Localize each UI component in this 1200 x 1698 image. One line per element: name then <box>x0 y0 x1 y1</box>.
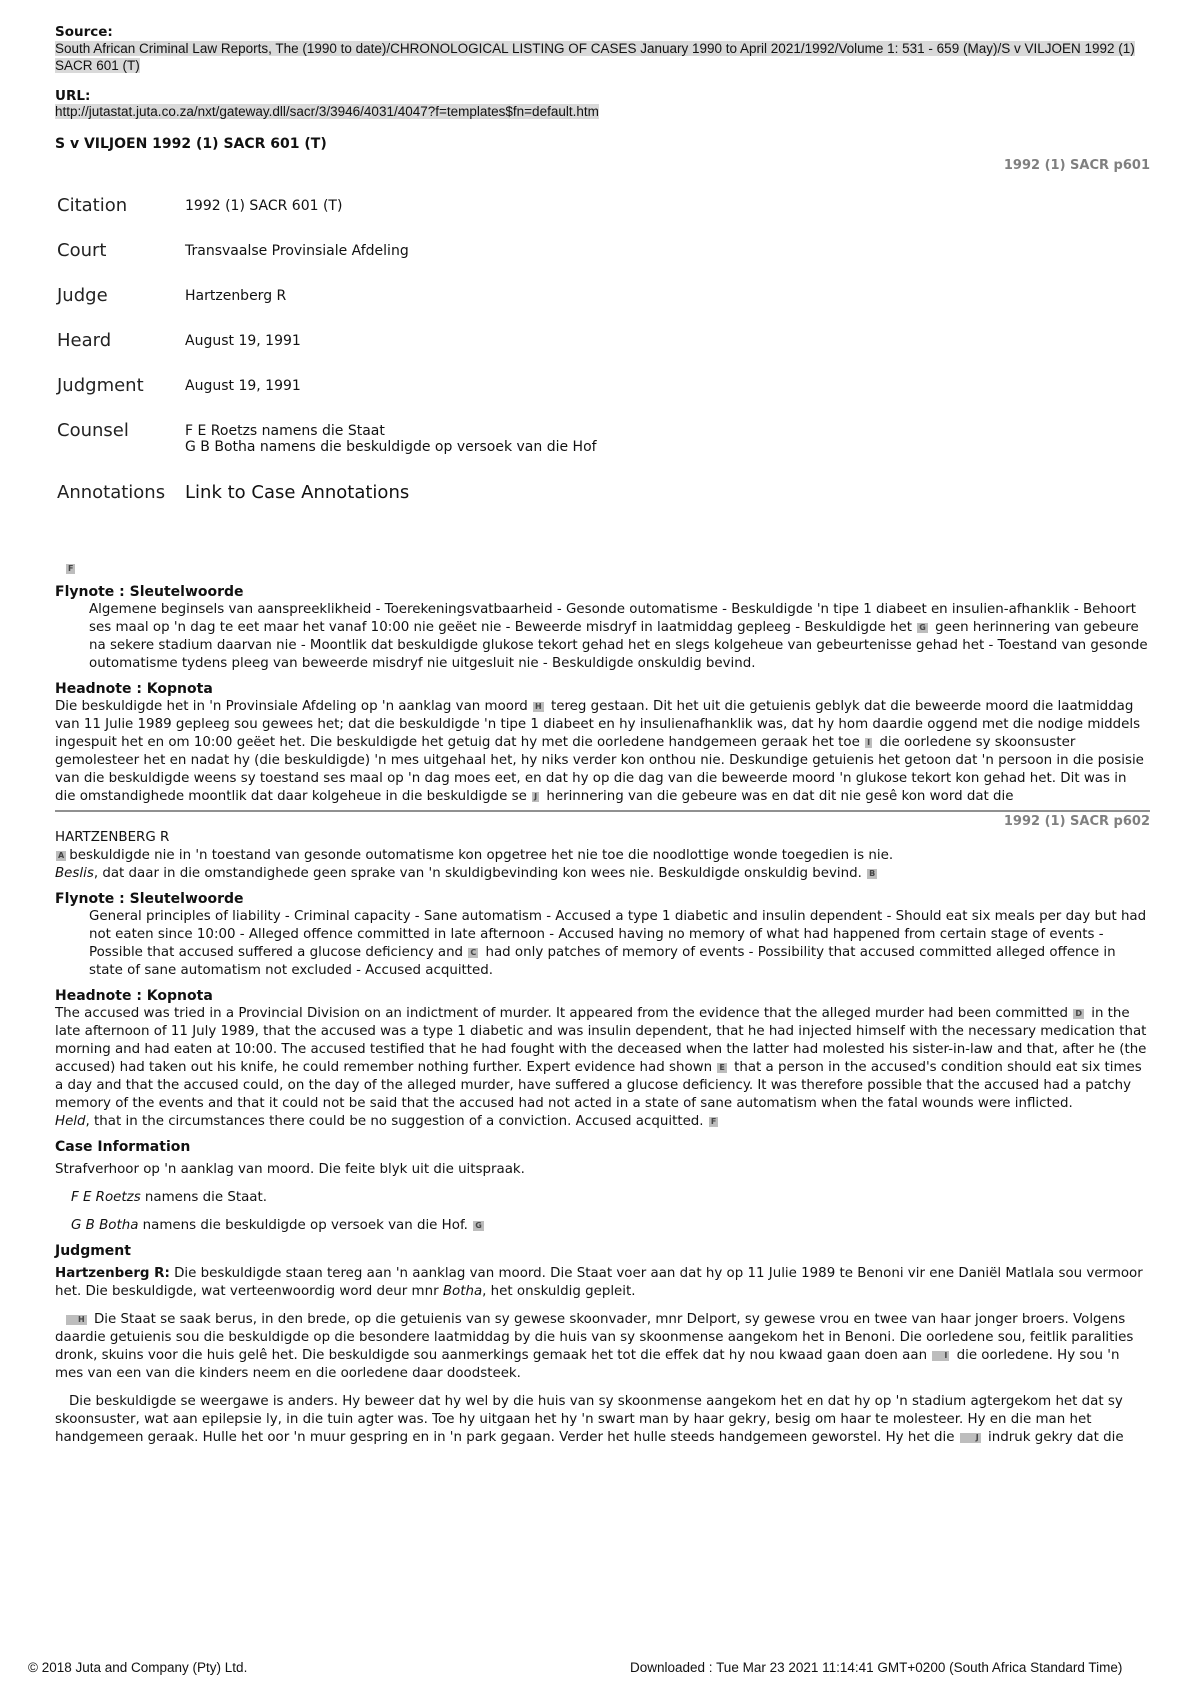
margin-marker: H <box>534 702 542 711</box>
meta-value: Transvaalse Provinsiale Afdeling <box>185 243 409 259</box>
meta-value: 1992 (1) SACR 601 (T) <box>185 198 343 214</box>
meta-value: August 19, 1991 <box>185 333 301 349</box>
margin-marker: B <box>869 869 876 878</box>
flynote-eng: General principles of liability - Criminal capacity - Sane automatism - Accused a type 1 diabetic and insulin dependent - Should eat six meals per day but had not eaten since 10:00 - Alleged offence committed in late afternoon - Accused having no memory of what had happened from certain stage of events - Possible that accused suffered a glucose deficiency and C had only patches of memory of events - Possibility that accused committed alleged offence in state of sane automatism not excluded - Accused acquitted. <box>89 909 1147 978</box>
margin-marker: J <box>960 1433 981 1443</box>
judgment-heading: Judgment <box>55 1243 131 1259</box>
page-ref-602: 1992 (1) SACR p602 <box>1003 814 1150 829</box>
headnote-heading-eng: Headnote : Kopnota <box>55 988 213 1004</box>
footer-downloaded: Downloaded : Tue Mar 23 2021 11:14:41 GMT+0200 (South Africa Standard Time) <box>630 1660 1123 1675</box>
counsel-state: F E Roetzs namens die Staat <box>185 423 385 439</box>
judgment-para-1: Hartzenberg R: Die beskuldigde staan tereg aan 'n aanklag van moord. Die Staat voer aan dat hy op 11 Julie 1989 te Benoni vir ene Daniël Matlala sou vermoor het. Die beskuldigde, wat verteenwoordig word deur mnr Botha, het onskuldig gepleit. <box>55 1266 1143 1299</box>
page-ref-601: 1992 (1) SACR p601 <box>1003 158 1150 173</box>
margin-marker: I <box>867 738 871 747</box>
flynote-afr: Algemene beginsels van aanspreeklikheid - Toerekeningsvatbaarheid - Gesonde outomatisme - Beskuldigde 'n tipe 1 diabeet en insulien-afhanklik - Behoort ses maal op 'n dag te eet maar het vanaf 10:00 nie geëet nie - Beweerde misdryf in laatmiddag gepleeg - Beskuldigde het G geen herinnering van gebeure na sekere stadium daarvan nie - Moontlik dat beskuldigde glukose tekort gehad het en slegs kolgeheue van gebeurtenisse gehad het - Toestand van gesonde outomatisme tydens pleeg van beweerde misdryf nie uitgesluit nie - Beskuldigde onskuldig bevind. <box>89 602 1148 671</box>
meta-key: Heard <box>57 330 112 351</box>
meta-row-judgment <box>57 375 597 420</box>
margin-marker: F <box>68 564 74 573</box>
source-text: South African Criminal Law Reports, The (1990 to date)/CHRONOLOGICAL LISTING OF CASES January 1990 to April 2021/1992/Volume 1: 531 - 659 (May)/S v VILJOEN 1992 (1) SACR 601 (T) <box>55 41 1135 73</box>
meta-row-citation <box>57 195 597 240</box>
meta-row-annotations <box>57 482 597 527</box>
judgment-para-3: Die beskuldigde se weergawe is anders. Hy beweer dat hy wel by die huis van sy skoonmense aangekom het en dat hy op 'n stadium agtergekom het dat sy skoonsuster, wat aan epilepsie ly, in die tuin agter was. Toe hy uitgaan het hy 'n swart man by haar gekry, besig om haar te molesteer. Hy en die man het handgemeen geraak. Hulle het oor 'n muur gespring en in 'n park gegaan. Verder het hulle steeds handgemeen geworstel. Hy het die J indruk gekry dat die <box>55 1394 1124 1445</box>
margin-marker: E <box>719 1063 725 1072</box>
meta-row-heard <box>57 330 597 375</box>
meta-key: Citation <box>57 195 128 216</box>
url-text: http://jutastat.juta.co.za/nxt/gateway.dll/sacr/3/3946/4031/4047?f=templates$fn=default.htm <box>55 104 599 119</box>
annotations-link[interactable]: Link to Case Annotations <box>185 482 410 503</box>
meta-key: Annotations <box>57 482 166 503</box>
margin-marker: A <box>58 851 65 860</box>
meta-key: Judgment <box>57 375 144 396</box>
meta-row-counsel <box>57 420 597 482</box>
headnote-afr: Die beskuldigde het in 'n Provinsiale Afdeling op 'n aanklag van moord H tereg gestaan. Dit het uit die getuienis geblyk dat die beweerde moord die laatmiddag van 11 Julie 1989 gepleeg sou gewees het; dat die beskuldigde 'n tipe 1 diabeet en hy insulienafhanklik was, dat hy hom daardie oggend met die nodige middels ingespuit het en om 10:00 geëet het. Die beskuldigde het getuig dat hy met die oorledene handgemeen geraak het toe I die oorledene sy skoonsuster gemolesteer het en nadat hy (die beskuldigde) 'n mes uitgehaal het, hy niks verder kon onthou nie. Deskundige getuienis het getoon dat 'n persoon in die posisie van die beskuldigde weens sy toestand ses maal op 'n dag moes eet, en dat hy op die dag van die beweerde moord 'n glukose tekort kon gehad het. Dit was in die omstandighede moontlik dat daar kolgeheue in die beskuldigde se J herinnering van die gebeure was en dat dit nie gesê kon word dat die <box>55 699 1144 804</box>
headnote-heading-afr: Headnote : Kopnota <box>55 681 213 697</box>
meta-value <box>185 420 597 482</box>
running-head-judge: HARTZENBERG R <box>55 830 170 845</box>
meta-row-court <box>57 240 597 285</box>
margin-marker: C <box>470 948 477 957</box>
margin-marker: J <box>534 792 538 801</box>
margin-marker: H <box>66 1315 87 1325</box>
case-info-text: Strafverhoor op 'n aanklag van moord. Die feite blyk uit die uitspraak. <box>55 1162 525 1177</box>
margin-marker: F <box>710 1117 717 1126</box>
marker-row <box>55 561 1150 576</box>
footer-copyright: © 2018 Juta and Company (Pty) Ltd. <box>28 1660 248 1675</box>
flynote-heading-eng: Flynote : Sleutelwoorde <box>55 891 244 907</box>
counsel-accused: G B Botha namens die beskuldigde op versoek van die Hof <box>185 439 597 455</box>
source-label: Source: <box>55 24 113 40</box>
meta-row-judge <box>57 285 597 330</box>
margin-marker: D <box>1075 1009 1082 1018</box>
meta-value: Hartzenberg R <box>185 288 287 304</box>
margin-marker: I <box>932 1351 949 1361</box>
counsel-state-line: F E Roetzs namens die Staat. <box>71 1190 268 1205</box>
meta-key: Judge <box>57 285 108 306</box>
counsel-accused-line: G B Botha namens die beskuldigde op versoek van die Hof. G <box>71 1218 482 1233</box>
url-label: URL: <box>55 88 91 104</box>
meta-key: Counsel <box>57 420 129 441</box>
meta-value: August 19, 1991 <box>185 378 301 394</box>
margin-marker: G <box>919 623 926 632</box>
headnote-afr-continued: A beskuldigde nie in 'n toestand van gesonde outomatisme kon opgetree het nie toe die noodlottige wonde toegedien is nie. Beslis, dat daar in die omstandighede geen sprake van 'n skuldigbevinding kon wees nie. Beskuldigde onskuldig bevind. B <box>55 848 894 881</box>
document-page <box>55 24 1150 1447</box>
headnote-eng: The accused was tried in a Provincial Division on an indictment of murder. It appeared from the evidence that the alleged murder had been committed D in the late afternoon of 11 July 1989, that the accused was a type 1 diabetic and was insulin dependent, that he had injected himself with the necessary medication that morning and had eaten at 10:00. The accused testified that he had fought with the deceased when the latter had molested his sister-in-law and that, after he (the accused) had taken out his knife, he could remember nothing further. Expert evidence had shown E that a person in the accused's condition should eat six times a day and that the accused could, on the day of the alleged murder, have suffered a glucose deficiency. It was therefore possible that the accused had a patchy memory of the events and that it could not be said that the accused had not acted in a state of sane automatism when the fatal wounds were inflicted. Held, that in the circumstances there could be no suggestion of a conviction. Accused acquitted. F <box>55 1006 1147 1129</box>
page-divider <box>55 810 1150 812</box>
judgment-para-2: H Die Staat se saak berus, in den brede, op die getuienis van sy gewese skoonvader, mnr Delport, sy gewese vrou en twee van haar jonger broers. Volgens daardie getuienis sou die beskuldigde op die besondere laatmiddag by die huis van sy skoonmense aangekom het in Benoni. Die oorledene sou, feitlik paralities dronk, skuins voor die huis gelê het. Die beskuldigde sou aanmerkings gemaak het tot die effek dat hy nou kwaad gaan doen aan I die oorledene. Hy sou 'n mes van een van die kinders neem en die oorledene daar doodsteek. <box>55 1312 1134 1381</box>
flynote-heading-afr: Flynote : Sleutelwoorde <box>55 584 244 600</box>
case-metadata-table <box>57 195 597 527</box>
margin-marker: G <box>475 1221 482 1230</box>
case-title: S v VILJOEN 1992 (1) SACR 601 (T) <box>55 136 327 152</box>
case-info-heading: Case Information <box>55 1139 191 1155</box>
meta-key: Court <box>57 240 107 261</box>
